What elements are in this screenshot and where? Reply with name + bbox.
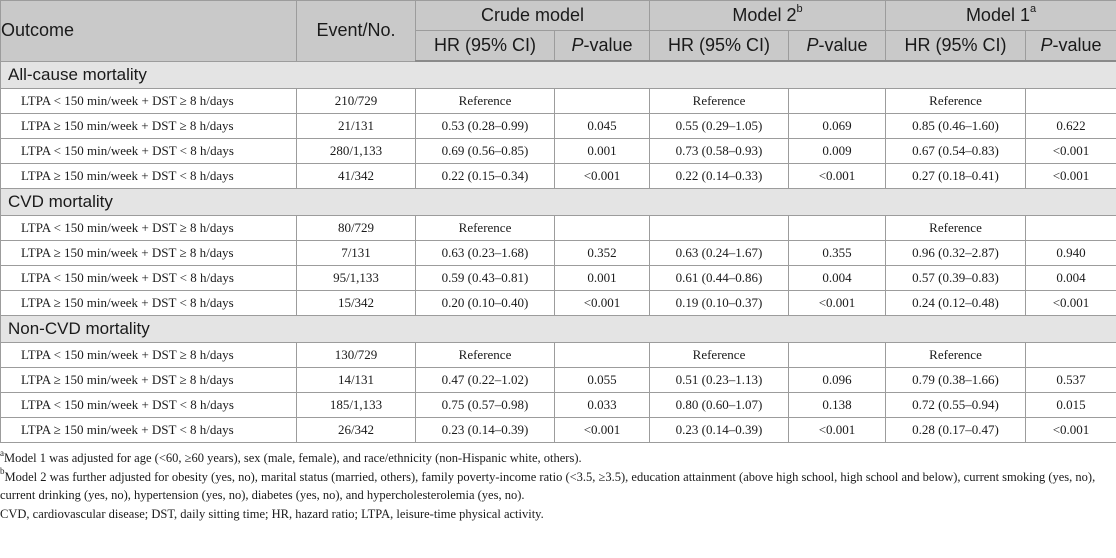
model1-p-cell: 0.004 <box>1026 266 1116 291</box>
model1-hr-cell: Reference <box>886 216 1026 241</box>
table-body <box>1 61 1116 443</box>
header-crude-p <box>555 31 650 62</box>
row-label: LTPA ≥ 150 min/week + DST ≥ 8 h/days <box>1 368 297 393</box>
model1-p-cell: <0.001 <box>1026 418 1116 443</box>
header-p-letter: P <box>571 35 584 55</box>
crude-p-cell: 0.001 <box>555 139 650 164</box>
table-row <box>1 114 1116 139</box>
model2-p-cell: 0.138 <box>789 393 886 418</box>
model1-hr-cell: Reference <box>886 343 1026 368</box>
footnote-text: CVD, cardiovascular disease; DST, daily sitting time; HR, hazard ratio; LTPA, leisure-time physical activity. <box>0 506 544 521</box>
footnote-text: Model 2 was further adjusted for obesity (yes, no), marital status (married, others), family poverty-income ratio (<3.5, ≥3.5), education attainment (above high school, high school and below), current smoking (yes, no), current drinking (yes, no), hypertension (yes, no), diabetes (yes, no), and hypercholesterolemia (yes, no). <box>0 469 1096 502</box>
crude-hr-cell: Reference <box>416 89 555 114</box>
crude-p-cell: 0.033 <box>555 393 650 418</box>
crude-hr-cell: 0.47 (0.22–1.02) <box>416 368 555 393</box>
crude-p-cell <box>555 343 650 368</box>
row-label: LTPA ≥ 150 min/week + DST < 8 h/days <box>1 418 297 443</box>
header-p-letter: P <box>806 35 819 55</box>
crude-hr-cell: 0.20 (0.10–0.40) <box>416 291 555 316</box>
footnote-text: Model 1 was adjusted for age (<60, ≥60 years), sex (male, female), and race/ethnicity (non-Hispanic white, others). <box>4 451 582 465</box>
model1-p-cell: <0.001 <box>1026 139 1116 164</box>
event-count: 21/131 <box>297 114 416 139</box>
event-count: 280/1,133 <box>297 139 416 164</box>
event-count: 130/729 <box>297 343 416 368</box>
header-p-suffix: -value <box>818 35 868 55</box>
event-count: 95/1,133 <box>297 266 416 291</box>
crude-hr-cell: 0.75 (0.57–0.98) <box>416 393 555 418</box>
model2-hr-cell: 0.63 (0.24–1.67) <box>650 241 789 266</box>
model2-p-cell <box>789 89 886 114</box>
model2-hr-cell: 0.23 (0.14–0.39) <box>650 418 789 443</box>
table-row <box>1 393 1116 418</box>
crude-p-cell: 0.352 <box>555 241 650 266</box>
model2-hr-cell: 0.61 (0.44–0.86) <box>650 266 789 291</box>
model1-hr-cell: 0.28 (0.17–0.47) <box>886 418 1026 443</box>
section-title: Non-CVD mortality <box>1 316 1116 343</box>
model2-p-cell: <0.001 <box>789 164 886 189</box>
header-m1-hr: HR (95% CI) <box>886 31 1026 62</box>
model1-p-cell: 0.622 <box>1026 114 1116 139</box>
event-count: 26/342 <box>297 418 416 443</box>
model1-p-cell: 0.537 <box>1026 368 1116 393</box>
header-crude-model: Crude model <box>416 1 650 31</box>
section-header-row <box>1 61 1116 89</box>
crude-hr-cell: 0.69 (0.56–0.85) <box>416 139 555 164</box>
crude-p-cell: 0.045 <box>555 114 650 139</box>
model1-hr-cell: 0.96 (0.32–2.87) <box>886 241 1026 266</box>
model2-p-cell: <0.001 <box>789 291 886 316</box>
table-row <box>1 139 1116 164</box>
event-count: 15/342 <box>297 291 416 316</box>
row-label: LTPA ≥ 150 min/week + DST < 8 h/days <box>1 291 297 316</box>
section-header-row <box>1 189 1116 216</box>
row-label: LTPA < 150 min/week + DST < 8 h/days <box>1 266 297 291</box>
row-label: LTPA < 150 min/week + DST ≥ 8 h/days <box>1 89 297 114</box>
model1-hr-cell: 0.72 (0.55–0.94) <box>886 393 1026 418</box>
section-title: CVD mortality <box>1 189 1116 216</box>
model2-p-cell: 0.009 <box>789 139 886 164</box>
footnote <box>0 449 1116 468</box>
event-count: 80/729 <box>297 216 416 241</box>
header-model2-footnote-mark: b <box>796 3 803 15</box>
model2-p-cell <box>789 216 886 241</box>
header-m2-p <box>789 31 886 62</box>
crude-p-cell <box>555 216 650 241</box>
table-row <box>1 343 1116 368</box>
model1-hr-cell: Reference <box>886 89 1026 114</box>
crude-hr-cell: Reference <box>416 216 555 241</box>
model1-p-cell: <0.001 <box>1026 291 1116 316</box>
model1-hr-cell: 0.85 (0.46–1.60) <box>886 114 1026 139</box>
model1-hr-cell: 0.79 (0.38–1.66) <box>886 368 1026 393</box>
model1-p-cell <box>1026 89 1116 114</box>
model2-hr-cell: Reference <box>650 343 789 368</box>
row-label: LTPA ≥ 150 min/week + DST ≥ 8 h/days <box>1 241 297 266</box>
footnote <box>0 468 1116 505</box>
header-p-suffix: -value <box>1052 35 1102 55</box>
header-model1 <box>886 1 1116 31</box>
row-label: LTPA < 150 min/week + DST < 8 h/days <box>1 393 297 418</box>
model2-p-cell: <0.001 <box>789 418 886 443</box>
header-m2-hr: HR (95% CI) <box>650 31 789 62</box>
model1-hr-cell: 0.24 (0.12–0.48) <box>886 291 1026 316</box>
model2-p-cell: 0.355 <box>789 241 886 266</box>
crude-p-cell <box>555 89 650 114</box>
header-p-suffix: -value <box>583 35 633 55</box>
model2-hr-cell: Reference <box>650 89 789 114</box>
model2-hr-cell: 0.73 (0.58–0.93) <box>650 139 789 164</box>
event-count: 41/342 <box>297 164 416 189</box>
model2-p-cell: 0.004 <box>789 266 886 291</box>
event-count: 7/131 <box>297 241 416 266</box>
footnote-mark: a <box>0 447 4 458</box>
model1-p-cell: 0.015 <box>1026 393 1116 418</box>
row-label: LTPA < 150 min/week + DST ≥ 8 h/days <box>1 216 297 241</box>
header-outcome: Outcome <box>1 1 297 62</box>
crude-hr-cell: Reference <box>416 343 555 368</box>
model2-hr-cell <box>650 216 789 241</box>
table-row <box>1 216 1116 241</box>
footnote <box>0 505 1116 524</box>
crude-p-cell: 0.001 <box>555 266 650 291</box>
row-label: LTPA ≥ 150 min/week + DST ≥ 8 h/days <box>1 114 297 139</box>
table-row <box>1 164 1116 189</box>
crude-p-cell: 0.055 <box>555 368 650 393</box>
row-label: LTPA < 150 min/week + DST < 8 h/days <box>1 139 297 164</box>
model1-p-cell: 0.940 <box>1026 241 1116 266</box>
event-count: 14/131 <box>297 368 416 393</box>
header-model1-label: Model 1 <box>965 5 1030 25</box>
crude-hr-cell: 0.23 (0.14–0.39) <box>416 418 555 443</box>
model1-hr-cell: 0.27 (0.18–0.41) <box>886 164 1026 189</box>
table-row <box>1 368 1116 393</box>
crude-p-cell: <0.001 <box>555 418 650 443</box>
crude-hr-cell: 0.22 (0.15–0.34) <box>416 164 555 189</box>
header-model1-footnote-mark: a <box>1029 3 1037 15</box>
header-p-letter: P <box>1040 35 1053 55</box>
footnotes <box>0 443 1116 523</box>
event-count: 210/729 <box>297 89 416 114</box>
header-event-no: Event/No. <box>297 1 416 62</box>
footnote-mark: b <box>0 466 5 477</box>
crude-hr-cell: 0.59 (0.43–0.81) <box>416 266 555 291</box>
section-title: All-cause mortality <box>1 61 1116 89</box>
table-row <box>1 266 1116 291</box>
model2-hr-cell: 0.51 (0.23–1.13) <box>650 368 789 393</box>
crude-p-cell: <0.001 <box>555 164 650 189</box>
model2-p-cell: 0.069 <box>789 114 886 139</box>
section-header-row <box>1 316 1116 343</box>
crude-hr-cell: 0.63 (0.23–1.68) <box>416 241 555 266</box>
model1-hr-cell: 0.57 (0.39–0.83) <box>886 266 1026 291</box>
crude-hr-cell: 0.53 (0.28–0.99) <box>416 114 555 139</box>
model2-hr-cell: 0.19 (0.10–0.37) <box>650 291 789 316</box>
model2-hr-cell: 0.55 (0.29–1.05) <box>650 114 789 139</box>
row-label: LTPA < 150 min/week + DST ≥ 8 h/days <box>1 343 297 368</box>
header-model2 <box>650 1 886 31</box>
table-header <box>1 1 1116 62</box>
header-m1-p <box>1026 31 1116 62</box>
row-label: LTPA ≥ 150 min/week + DST < 8 h/days <box>1 164 297 189</box>
model1-p-cell <box>1026 343 1116 368</box>
model1-p-cell: <0.001 <box>1026 164 1116 189</box>
header-model2-label: Model 2 <box>732 5 797 25</box>
table-row <box>1 291 1116 316</box>
model2-p-cell <box>789 343 886 368</box>
table-row <box>1 241 1116 266</box>
model2-hr-cell: 0.80 (0.60–1.07) <box>650 393 789 418</box>
model2-hr-cell: 0.22 (0.14–0.33) <box>650 164 789 189</box>
event-count: 185/1,133 <box>297 393 416 418</box>
model2-p-cell: 0.096 <box>789 368 886 393</box>
header-crude-hr: HR (95% CI) <box>416 31 555 62</box>
crude-p-cell: <0.001 <box>555 291 650 316</box>
table-row <box>1 89 1116 114</box>
model1-hr-cell: 0.67 (0.54–0.83) <box>886 139 1026 164</box>
model1-p-cell <box>1026 216 1116 241</box>
table-row <box>1 418 1116 443</box>
